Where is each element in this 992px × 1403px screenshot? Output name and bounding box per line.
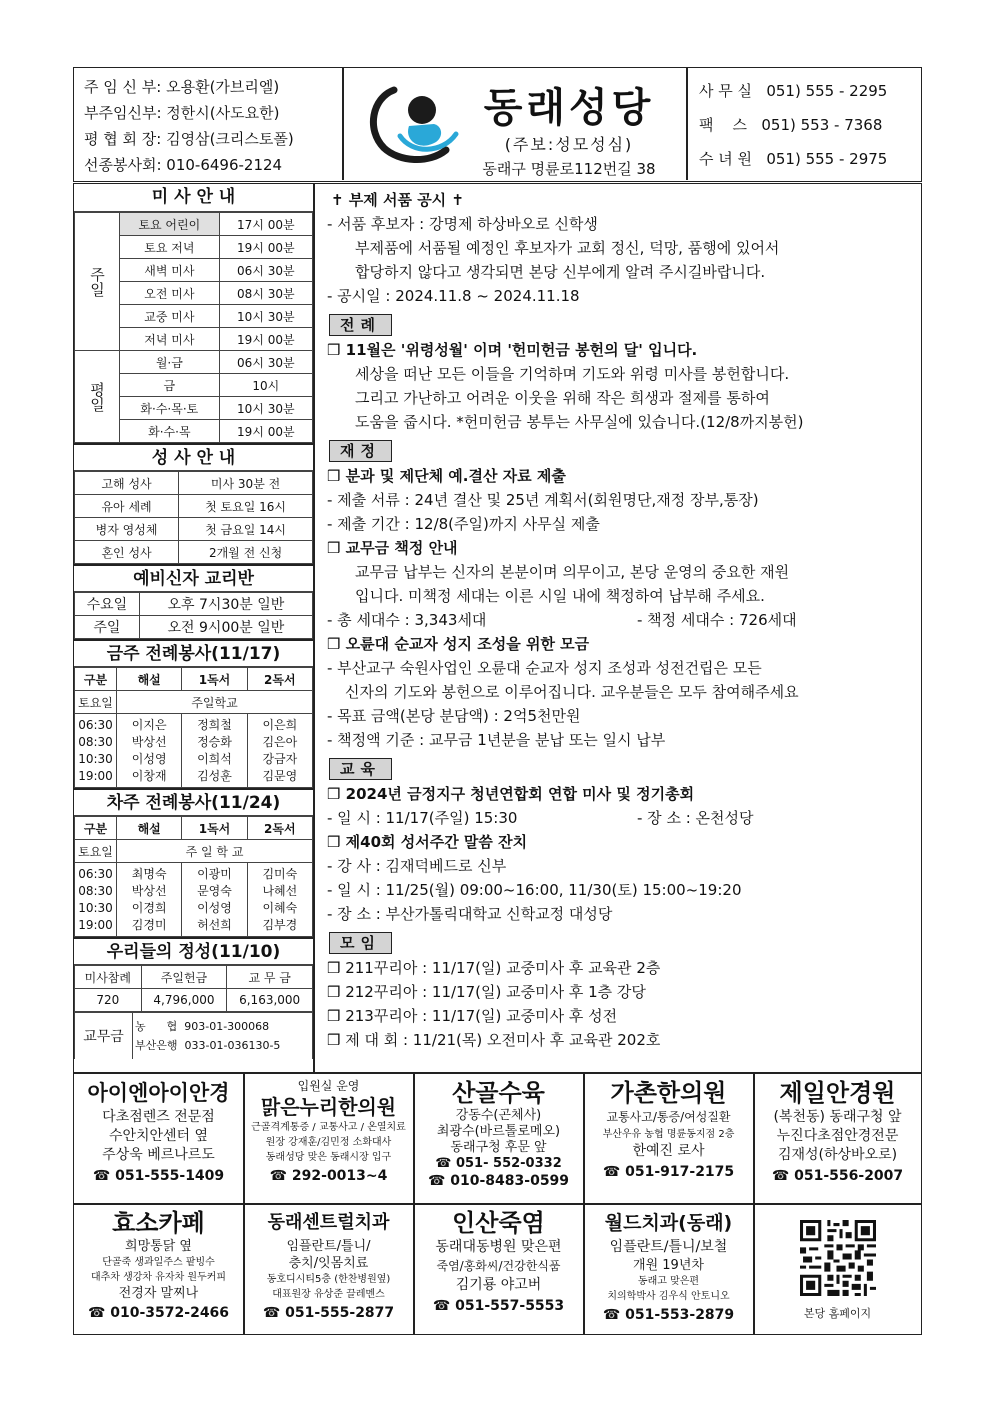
staff-name: 김영삼(크리스토폴) <box>166 130 294 148</box>
header <box>73 67 922 182</box>
notices-column: ✝ 부제 서품 공시 ✝ - 서품 후보자 : 강명제 하상바오로 신학생 부제품에 서품될 예정인 후보자가 교회 정신, 덕망, 품행에 있어서 합당하지 않다고 생각되면 본당 신부에게 알려 주시길바랍니다. - 공시일 : 2024.11.8 ~ 2024.11.18 전례 ❒ 11월은 '위령성월' 이며 '헌미헌금 봉헌의 달' 입니다. 세상을 떠난 모든 이들을 기억하며 기도와 위령 미사를 봉헌합니다. 그리고 가난하고 어려운 이웃을 위해 작은 희생과 절제를 통하여 도움을 줍시다. *헌미헌금 봉투는 사무실에 있습니다.(12/8까지봉헌) 재정 ❒ 분과 및 제단체 예.결산 자료 제출 - 제출 서류 : 24년 결산 및 25년 계획서(회원명단,재정 장부,통장) - 제출 기간 : 12/8(주일)까지 사무실 제출 ❒ 교무금 책정 안내 교무금 납부는 신자의 본분이며 의무이고, 본당 운영의 중요한 재원 입니다. 미책정 세대는 이른 시일 내에 책정하여 납부해 주세요. - 총 세대수 : 3,343세대 - 책정 세대수 : 726세대 ❒ 오륜대 순교자 성지 조성을 위한 모금 - 부산교구 숙원사업인 오륜대 순교자 성지 조성과 성전건립은 모든 신자의 기도와 봉헌으로 이루어집니다. 교우분들은 모두 참여해주세요 - 목표 금액(본당 분담액) : 2억5천만원 - 책정액 기준 : 교무금 1년분을 분납 또는 일시 납부 교육 ❒ 2024년 금정지구 청년연합회 연합 미사 및 정기총회 - 일 시 : 11/17(주일) 15:30 - 장 소 : 온천성당 ❒ 제40회 성서주간 말씀 잔치 - 강 사 : 김재덕베드로 신부 - 일 시 : 11/25(월) 09:00~16:00, 11/30(토) 15:00~19:20 - 장 소 : 부산가톨릭대학교 신학교정 대성당 모임 ❒ 211꾸리아 : 11/17(일) 교중미사 후 교육관 2층 ❒ 212꾸리아 : 11/17(일) 교중미사 후 1층 강당 ❒ 213꾸리아 : 11/17(일) 교중미사 후 성전 ❒ 제 대 회 : 11/21(목) 오전미사 후 교육관 202호 <box>314 183 922 1073</box>
offering-table: 미사참례 주일헌금 교 무 금 720 4,796,000 6,163,000 <box>74 965 313 1012</box>
catechumen-table: 수요일 오후 7시30분 일반 주일 오전 9시00분 일반 <box>74 592 313 639</box>
offering-title: 우리들의 정성(11/10) <box>74 937 313 965</box>
catechumen-title: 예비신자 교리반 <box>74 564 313 592</box>
phone-number: 051) 555 - 2295 <box>766 82 888 100</box>
ad-dongnae-central-dental: 동래센트럴치과 임플란트/틀니/ 충치/잇몸치료 동호디시티5층 (한찬병원옆) 대표원장 유상준 끌레멘스 ☎ 051-555-2877 <box>262 1212 395 1321</box>
phone-number: 051) 555 - 2975 <box>766 150 888 168</box>
staff-name: 010-6496-2124 <box>166 156 283 174</box>
ad-world-dental: 월드치과(동래) 임플란트/틀니/보철 개원 19년차 동래고 맞은편 치의학박사 김우식 안토니오 ☎ 051-553-2879 <box>602 1212 735 1323</box>
church-name: 동래성당 <box>483 85 655 131</box>
ad-malgeunnuri-clinic: 입원실 운영 맑은누리한의원 근골격계통증 / 교통사고 / 온열치료 원장 강재훈/김민정 소화대사 동래성당 맞은 동래시장 입구 ☎ 292-0013~4 <box>251 1079 406 1184</box>
education-tag: 교육 <box>329 758 392 780</box>
this-week-title: 금주 전례봉사(11/17) <box>74 639 313 667</box>
qr-code-block[interactable] <box>755 1208 920 1334</box>
ad-jeil-optical: 제일안경원 (복천동) 동래구청 앞 누진다초점안경전문 김재성(하상바오로) ☎ 051-556-2007 <box>771 1079 904 1184</box>
church-logo-icon <box>364 80 464 170</box>
staff-name: 정한시(사도요한) <box>166 104 280 122</box>
staff-name: 오용환(가브리엘) <box>166 78 280 96</box>
ad-ini-optical: 아이엔아이안경 다초점렌즈 전문점 수안치안센터 옆 주상욱 베르나르도 ☎ 051-555-1409 <box>87 1081 230 1184</box>
next-week-title: 차주 전례봉사(11/24) <box>74 788 313 816</box>
qr-code-icon[interactable] <box>800 1220 876 1296</box>
phone-number: 051) 553 - 7368 <box>761 116 883 134</box>
ad-insan-jukyeom: 인산죽염 동래대동병원 맞은편 죽염/홍화씨/건강한식품 김기룡 야고버 ☎ 051-557-5553 <box>432 1209 565 1314</box>
ad-sangol-suyuk: 산골수육 강동수(곤체사) 최광수(바르톨로메오) 동래구청 후문 앞 ☎ 051- 552-0332 ☎ 010-8483-0599 <box>427 1079 570 1189</box>
sunday-label: 주일 <box>75 213 120 351</box>
this-week-table: 구분 해설 1독서 2독서 토요일 주일학교 06:30 08:30 10:30 19:00 이지은 박상선 이성영 이창재 정희철 정승화 이희석 김성훈 이은희 김은아 강금자 김문영 <box>74 667 313 788</box>
sacraments-title: 성 사 안 내 <box>74 443 313 471</box>
liturgy-tag: 전례 <box>329 314 392 336</box>
ad-gachon-clinic: 가촌한의원 교통사고/통증/여성질환 부산우유 농협 명륜동지점 2층 한예진 로사 ☎ 051-917-2175 <box>602 1079 735 1180</box>
patron: (주보:성모성심) <box>504 135 634 154</box>
ad-hyoso-cafe: 효소카페 희망통닭 옆 단골죽 생과일주스 팥빙수 대추차 생강차 유자차 원두커피 전경자 말찌나 ☎ 010-3572-2466 <box>87 1209 230 1321</box>
account-number: 903-01-300068 <box>184 1019 270 1033</box>
left-column <box>73 183 314 1073</box>
sacraments-table: 고해 성사 미사 30분 전 유아 세례 첫 토요일 16시 병자 영성체 첫 금요일 14시 혼인 성사 2개월 전 신청 <box>74 471 313 564</box>
ordination-notice: ✝ 부제 서품 공시 ✝ - 서품 후보자 : 강명제 하상바오로 신학생 부제품에 서품될 예정인 후보자가 교회 정신, 덕망, 품행에 있어서 합당하지 않다고 생각되면 본당 신부에게 알려 주시길바랍니다. - 공시일 : 2024.11.8 ~ 2024.11.18 <box>327 191 780 305</box>
staff-list: 주 임 신 부: 오용환(가브리엘) 부주임신부: 정한시(사도요한) 평 협 회 장: 김영삼(크리스토폴) 선종봉사회: 010-6496-2124 <box>84 78 294 174</box>
account-number: 033-01-036130-5 <box>184 1038 281 1052</box>
weekday-label: 평일 <box>75 351 120 443</box>
meetings-tag: 모임 <box>329 932 392 954</box>
contact-list: 사 무 실 051) 555 - 2295 팩 스 051) 553 - 7368 수 녀 원 051) 555 - 2975 <box>699 82 888 168</box>
qr-caption: 본당 홈페이지 <box>803 1307 872 1320</box>
finance-tag: 재정 <box>329 440 392 462</box>
next-week-table: 구분 해설 1독서 2독서 토요일 주 일 학 교 06:30 08:30 10:30 19:00 최명숙 박상선 이경희 김경미 이광미 문영숙 이성영 허선희 김미숙 나혜선 이혜숙 김부경 <box>74 816 313 937</box>
mass-title: 미 사 안 내 <box>74 184 313 212</box>
mass-table: 주일 토요 어린이 17시 00분 토요 저녁 19시 00분 새벽 미사 06시 30분 오전 미사 08시 30분 교중 미사 10시 30분 저녁 미사 19시 00분 평일 월·금 06시 30분 금 10시 화·수·목·토 10시 30분 화·수·목 19시 00분 <box>74 212 313 443</box>
address: 동래구 명륜로112번길 38 <box>482 160 656 178</box>
account-table: 교무금 농 협 903-01-300068 부산은행 033-01-036130-5 <box>74 1012 313 1059</box>
